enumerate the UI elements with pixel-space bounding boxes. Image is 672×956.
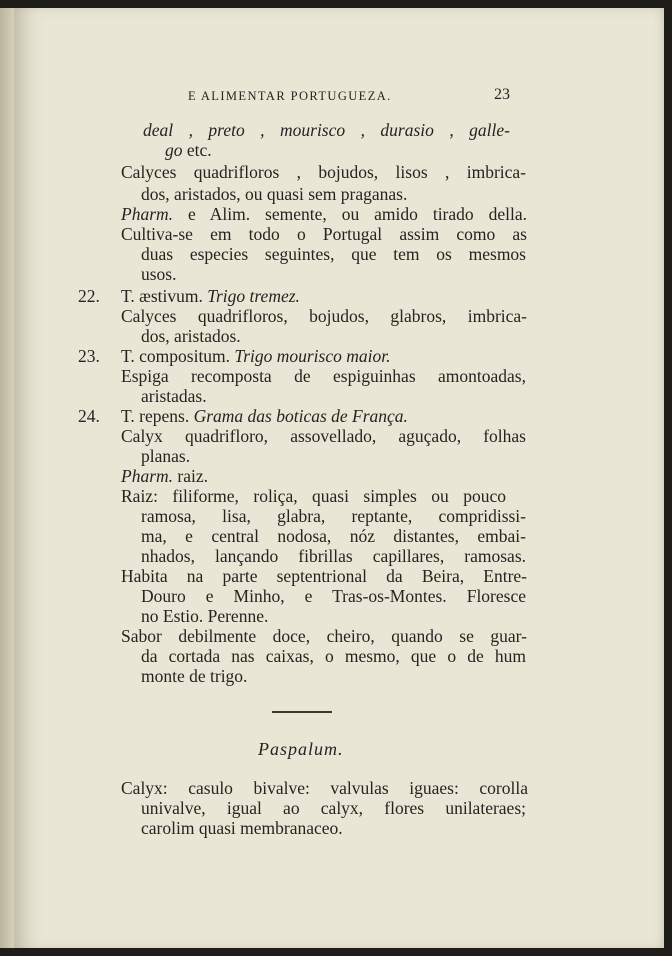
roman-text: Cultiva-se em todo o Portugal assim como as xyxy=(121,224,527,244)
text-line xyxy=(121,486,506,506)
roman-text: nhados, lançando fibrillas capillares, ramosas. xyxy=(141,546,526,566)
text-line xyxy=(141,264,177,284)
text-line xyxy=(121,466,208,486)
italic-text: Grama das boticas de França. xyxy=(193,406,408,426)
italic-text: Trigo tremez. xyxy=(207,286,300,306)
text-line xyxy=(121,224,527,244)
text-line xyxy=(121,626,527,646)
page-number: 23 xyxy=(494,86,510,103)
roman-text: dos, aristados, ou quasi sem praganas. xyxy=(141,184,408,204)
roman-text: etc. xyxy=(182,140,212,160)
text-line xyxy=(121,566,527,586)
roman-text: dos, aristados. xyxy=(141,326,241,346)
text-line xyxy=(141,446,190,466)
text-line xyxy=(121,778,528,798)
roman-text: Douro e Minho, e Tras-os-Montes. Floresce xyxy=(141,586,526,606)
italic-text: deal , preto , mourisco , durasio , galle- xyxy=(143,120,510,140)
roman-text: da cortada nas caixas, o mesmo, que o de hum xyxy=(141,646,526,666)
text-line xyxy=(141,506,526,526)
text-line xyxy=(121,162,526,182)
roman-text: Calyx quadrifloro, assovellado, aguçado, folhas xyxy=(121,426,526,446)
text-line xyxy=(141,386,207,406)
entry-number: 22. xyxy=(78,286,100,306)
roman-text: usos. xyxy=(141,264,177,284)
text-line xyxy=(141,244,526,264)
text-line xyxy=(121,306,527,326)
entry-number: 24. xyxy=(78,406,100,426)
text-line xyxy=(143,120,510,140)
text-line xyxy=(141,586,526,606)
roman-text: carolim quasi membranaceo. xyxy=(141,818,343,838)
text-line xyxy=(141,666,247,686)
text-line xyxy=(121,426,526,446)
text-line xyxy=(165,140,212,160)
roman-text: ma, e central nodosa, nóz distantes, embai- xyxy=(141,526,526,546)
roman-text: Raiz: filiforme, roliça, quasi simples ou pouco xyxy=(121,486,506,506)
roman-text: Calyces quadrifloros , bojudos, lisos , imbrica- xyxy=(121,162,526,182)
text-line xyxy=(121,366,526,386)
roman-text: Habita na parte septentrional da Beira, Entre- xyxy=(121,566,527,586)
italic-text: Pharm. xyxy=(121,204,174,224)
roman-text: planas. xyxy=(141,446,191,466)
roman-text: Espiga recomposta de espiguinhas amontoadas, xyxy=(121,366,526,386)
roman-text: Sabor debilmente doce, cheiro, quando se guar- xyxy=(121,626,527,646)
roman-text: raiz. xyxy=(173,466,208,486)
roman-text: T. æstivum. xyxy=(121,286,208,306)
text-line xyxy=(121,346,391,366)
entry-number: 23. xyxy=(78,346,100,366)
roman-text: monte de trigo. xyxy=(141,666,248,686)
section-title: Paspalum. xyxy=(258,739,344,759)
text-line xyxy=(141,326,241,346)
roman-text: Calyces quadrifloros, bojudos, glabros, imbrica- xyxy=(121,306,527,326)
roman-text: no Estio. Perenne. xyxy=(141,606,269,626)
italic-text: go xyxy=(165,140,183,160)
text-line xyxy=(141,606,268,626)
text-line xyxy=(121,406,408,426)
italic-text: Pharm. xyxy=(121,466,174,486)
text-line xyxy=(121,286,300,306)
text-line xyxy=(141,798,526,818)
text-line xyxy=(141,526,526,546)
roman-text: univalve, igual ao calyx, flores unilateraes; xyxy=(141,798,526,818)
roman-text: T. compositum. xyxy=(121,346,235,366)
running-title: E ALIMENTAR PORTUGUEZA. xyxy=(188,89,392,103)
section-divider xyxy=(272,711,332,713)
text-line xyxy=(121,204,527,224)
text-line xyxy=(141,646,526,666)
roman-text: duas especies seguintes, que tem os mesmos xyxy=(141,244,526,264)
roman-text: Calyx: casulo bivalve: valvulas iguaes: corolla xyxy=(121,778,528,798)
roman-text: aristadas. xyxy=(141,386,207,406)
text-line xyxy=(141,184,407,204)
text-line xyxy=(141,546,526,566)
roman-text: ramosa, lisa, glabra, reptante, compridissi- xyxy=(141,506,526,526)
text-line xyxy=(141,818,343,838)
roman-text: e Alim. semente, ou amido tirado della. xyxy=(173,204,527,224)
roman-text: T. repens. xyxy=(121,406,194,426)
italic-text: Trigo mourisco maior. xyxy=(234,346,391,366)
